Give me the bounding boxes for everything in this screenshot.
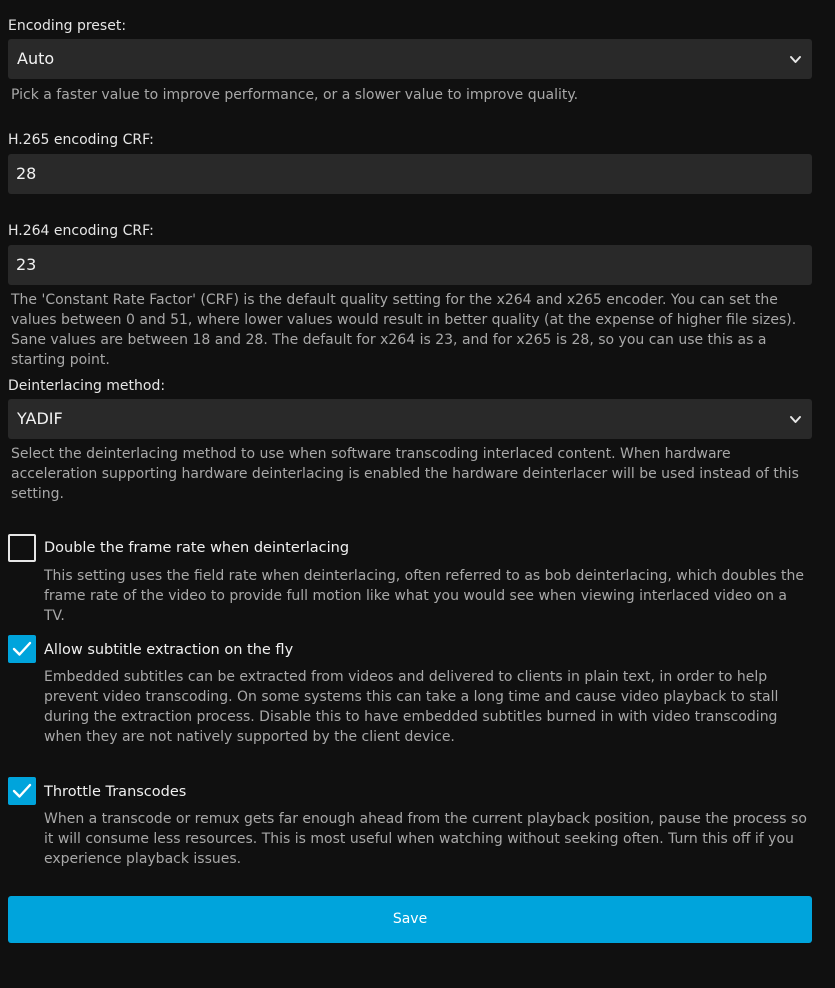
- h264-crf-value: 23: [16, 255, 37, 274]
- crf-help: The 'Constant Rate Factor' (CRF) is the default quality setting for the x264 and x265 encoder. You can set the values between 0 and 51, where lower values would result in better quality (at the expense of higher file sizes). Sane values are between 18 and 28. The default for x264 is 23, and for x265 is 28, so you can use this as a starting point.: [11, 292, 797, 368]
- h264-crf-input[interactable]: [8, 245, 812, 285]
- subtitle-extraction-help: Embedded subtitles can be extracted from videos and delivered to clients in plain text, in order to help prevent video transcoding. On some systems this can take a long time and cause video playback to stall during the extraction process. Disable this to have embedded subtitles burned in with video transcoding when they are not natively supported by the client device.: [44, 669, 779, 745]
- throttle-transcodes-help: When a transcode or remux gets far enough ahead from the current playback position, pause the process so it will consume less resources. This is most useful when watching without seeking often. Turn this off if you experience playback issues.: [44, 811, 807, 867]
- save-button[interactable]: Save: [8, 896, 812, 943]
- deinterlacing-method-value: YADIF: [17, 409, 63, 428]
- checkmark-icon: [12, 640, 32, 658]
- encoding-preset-value: Auto: [17, 49, 55, 68]
- deinterlacing-method-help: Select the deinterlacing method to use when software transcoding interlaced content. When hardware acceleration supporting hardware deinterlacing is enabled the hardware deinterlacer will be used instead of this setting.: [11, 446, 799, 502]
- throttle-transcodes-label[interactable]: Throttle Transcodes: [44, 784, 187, 800]
- subtitle-extraction-checkbox[interactable]: [8, 635, 36, 663]
- double-frame-rate-label[interactable]: Double the frame rate when deinterlacing: [44, 540, 350, 556]
- h264-crf-label: H.264 encoding CRF:: [8, 223, 154, 239]
- throttle-transcodes-checkbox[interactable]: [8, 777, 36, 805]
- deinterlacing-method-label: Deinterlacing method:: [8, 378, 166, 394]
- subtitle-extraction-label[interactable]: Allow subtitle extraction on the fly: [44, 642, 294, 658]
- h265-crf-label: H.265 encoding CRF:: [8, 132, 154, 148]
- h265-crf-value: 28: [16, 164, 37, 183]
- double-frame-rate-checkbox[interactable]: [8, 534, 36, 562]
- h265-crf-input[interactable]: [8, 154, 812, 194]
- chevron-down-icon: [789, 413, 802, 426]
- double-frame-rate-help: This setting uses the field rate when deinterlacing, often referred to as bob deinterlacing, which doubles the frame rate of the video to provide full motion like what you would see when viewing interlaced video on a TV.: [44, 568, 804, 624]
- encoding-preset-label: Encoding preset:: [8, 18, 127, 34]
- checkmark-icon: [12, 782, 32, 800]
- encoding-preset-help: Pick a faster value to improve performance, or a slower value to improve quality.: [11, 87, 579, 103]
- chevron-down-icon: [789, 53, 802, 66]
- encoding-preset-select[interactable]: [8, 39, 812, 79]
- deinterlacing-method-select[interactable]: [8, 399, 812, 439]
